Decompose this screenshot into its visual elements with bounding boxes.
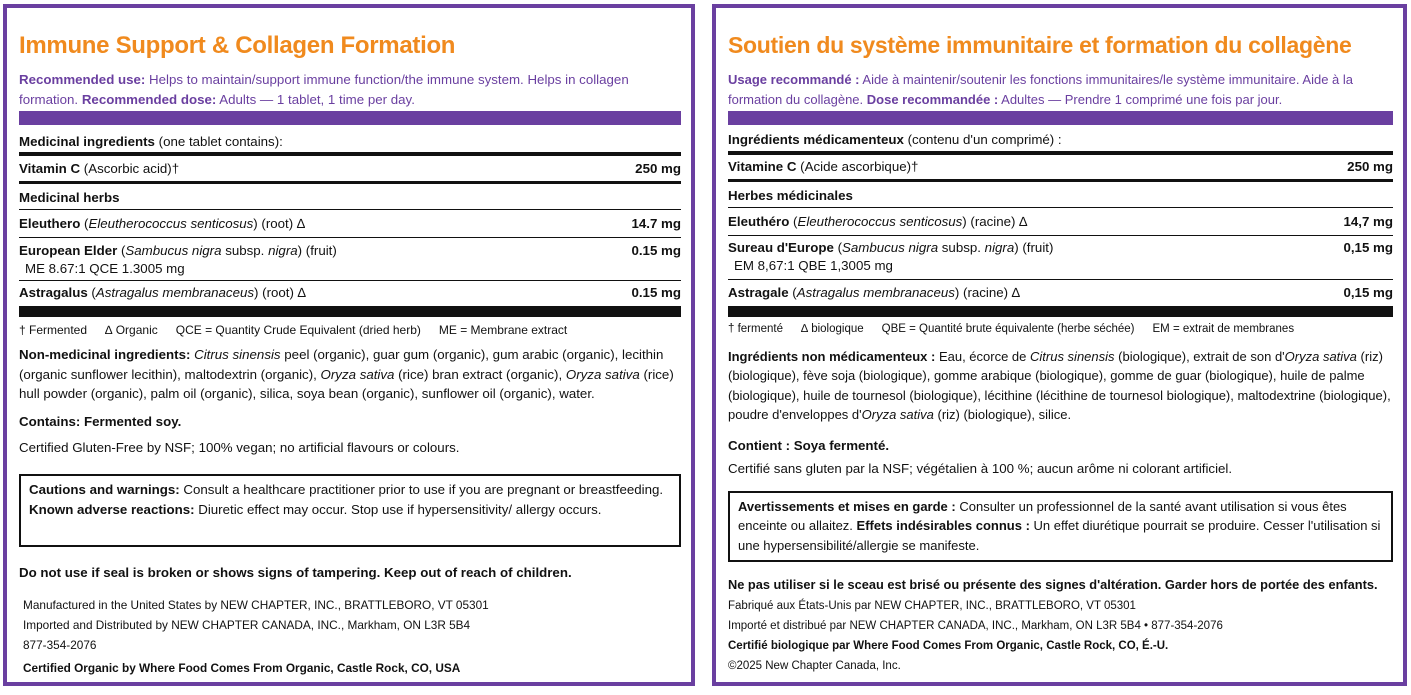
- med-ing-note: (contenu d'un comprimé) :: [903, 132, 1062, 147]
- herbs-label: Herbes médicinales: [728, 188, 853, 203]
- ingredient-name: Vitamin C: [19, 161, 81, 176]
- ingredient-row: [19, 160, 681, 178]
- divider: [19, 280, 681, 281]
- non-medicinal-text: Eau, écorce de: [935, 349, 1030, 364]
- ingredient-part: ) (root) ∆: [253, 216, 306, 231]
- legend-qbe: QBE = Quantité brute équivalente (herbe séchée): [881, 323, 1135, 335]
- latin-name: Eleutherococcus senticosus: [797, 214, 963, 229]
- ingredient-row: Sureau d'Europe (Sambucus nigra subsp. nigra) (fruit) 0,15 mg EM 8,67:1 QBE 1,3005 mg: [728, 240, 1393, 273]
- non-medicinal-text: (riz) (biologique), fève soja (biologique), gomme arabique (biologique), gomme de guar (biologique), huile de palme (biologique), huile de tournesol (biologique), lécithine (lécithine de tournesol biologique), maltodextrine (biologique), poudre d'enveloppes d': [728, 349, 1391, 422]
- divider: [19, 209, 681, 210]
- organic-certification: Certifié biologique par Where Food Comes From Organic, Castle Rock, CO, É.-U.: [728, 640, 1169, 652]
- divider-bar: [728, 306, 1393, 317]
- latin-name: nigra: [268, 243, 298, 258]
- ingredient-extract-ratio: ME 8.67:1 QCE 1.3005 mg: [25, 261, 185, 276]
- non-medicinal-label: Non-medicinal ingredients:: [19, 347, 191, 362]
- ingredient-row: Eleuthero (Eleutherococcus senticosus) (root) ∆ 14.7 mg: [19, 216, 681, 231]
- product-title: Soutien du système immunitaire et formation du collagène: [728, 32, 1352, 58]
- latin-name: nigra: [984, 240, 1015, 255]
- ingredient-part: ) (fruit): [1014, 240, 1054, 255]
- non-medicinal-text: (rice) bran extract (organic),: [394, 366, 566, 382]
- non-medicinal-ingredients: [19, 345, 681, 404]
- certification-statement: Certified Gluten-Free by NSF; 100% vegan; no artificial flavours or colours.: [19, 440, 460, 455]
- ingredient-amount: 0,15 mg: [1343, 285, 1393, 300]
- adverse-label: Known adverse reactions:: [29, 501, 195, 517]
- med-ing-note: (one tablet contains):: [154, 134, 283, 149]
- mfg-line: Manufactured in the United States by NEW CHAPTER, INC., BRATTLEBORO, VT 05301: [23, 598, 489, 612]
- non-medicinal-ingredients: [728, 347, 1393, 424]
- ingredient-name: Vitamine C: [728, 159, 797, 174]
- non-medicinal-text: (biologique), extrait de son d': [1114, 349, 1285, 364]
- contains-statement: Contains: Fermented soy.: [19, 414, 182, 429]
- non-medicinal-label: Ingrédients non médicamenteux :: [728, 349, 936, 364]
- certification-statement: Certifié sans gluten par la NSF; végétalien à 100 %; aucun arôme ni colorant artificiel.: [728, 461, 1233, 476]
- ingredient-amount: 0.15 mg: [631, 285, 681, 300]
- latin-name: Sambucus nigra: [125, 243, 222, 258]
- ingredient-amount: 250 mg: [1347, 159, 1393, 174]
- divider: [728, 207, 1393, 208]
- non-medicinal-text: peel (organic), guar gum (organic), gum arabic (organic), lecithin (organic sunflower lecithin), maltodextrin (organic),: [19, 347, 664, 382]
- divider: [728, 235, 1393, 236]
- seal-warning: Do not use if seal is broken or shows signs of tampering. Keep out of reach of children.: [19, 565, 572, 580]
- cautions-label: Cautions and warnings:: [29, 482, 180, 497]
- legend-em: EM = extrait de membranes: [1152, 323, 1295, 335]
- recommended-dose-text: Adultes — Prendre 1 comprimé une fois par jour.: [998, 92, 1283, 107]
- product-title: Immune Support & Collagen Formation: [19, 32, 456, 59]
- recommended-use: [728, 70, 1393, 110]
- ingredient-part: ) (racine) ∆: [962, 214, 1028, 229]
- legend: [728, 323, 1393, 335]
- latin-name: Citrus sinensis: [1030, 349, 1115, 364]
- divider-bar: [19, 111, 681, 125]
- ingredient-amount: 250 mg: [635, 161, 681, 176]
- latin-name: Oryza sativa: [565, 366, 640, 382]
- ingredient-name: Astragalus: [19, 285, 88, 300]
- cautions-box: [728, 491, 1393, 562]
- med-ing-label: Ingrédients médicamenteux: [728, 132, 904, 147]
- cautions-text: Consult a healthcare practitioner prior to use if you are pregnant or breastfeeding.: [179, 482, 664, 497]
- mfg-line: Importé et distribué par NEW CHAPTER CANADA, INC., Markham, ON L3R 5B4 • 877-354-2076: [728, 620, 1223, 632]
- latin-name: Eleutherococcus senticosus: [88, 216, 254, 231]
- legend-organic: ∆ biologique: [800, 323, 864, 335]
- divider: [19, 237, 681, 238]
- legend-fermented: † fermenté: [728, 323, 783, 335]
- med-ing-label: Medicinal ingredients: [19, 134, 155, 149]
- copyright: ©2025 New Chapter Canada, Inc.: [728, 660, 901, 672]
- recommended-dose-label: Dose recommandée :: [866, 92, 999, 107]
- adverse-text: Diuretic effect may occur. Stop use if hypersensitivity/ allergy occurs.: [194, 501, 602, 517]
- cautions-box: [19, 474, 681, 547]
- ingredient-source: (Acide ascorbique)†: [796, 159, 919, 174]
- non-medicinal-text: (riz) (biologique), silice.: [933, 406, 1072, 422]
- subsp-text: subsp.: [938, 240, 985, 255]
- cautions-label: Avertissements et mises en garde :: [738, 499, 956, 514]
- latin-name: Astragalus membranaceus: [796, 285, 955, 300]
- ingredient-row: [728, 158, 1393, 176]
- latin-name: Astragalus membranaceus: [95, 285, 255, 300]
- divider: [728, 151, 1393, 155]
- non-medicinal-text: (rice) hull powder (organic), palm oil (organic), silica, soya bean (organic), sunflower oil (organic), water.: [19, 366, 674, 401]
- recommended-use: [19, 70, 681, 110]
- legend-qce: QCE = Quantity Crude Equivalent (dried herb): [175, 323, 421, 337]
- medicinal-ingredients-header: [19, 133, 681, 151]
- latin-name: Oryza sativa: [1284, 349, 1357, 364]
- recommended-dose-label: Recommended dose:: [81, 92, 217, 107]
- latin-name: Sambucus nigra: [842, 240, 939, 255]
- legend: [19, 323, 681, 337]
- ingredient-name: Eleuthero: [19, 216, 81, 231]
- ingredient-name: Astragale: [728, 285, 789, 300]
- legend-fermented: † Fermented: [19, 323, 88, 337]
- ingredient-name: Sureau d'Europe: [728, 240, 834, 255]
- seal-warning: Ne pas utiliser si le sceau est brisé ou présente des signes d'altération. Garder hors de portée des enfants.: [728, 577, 1378, 592]
- cautions-text: Consulter un professionnel de la santé avant utilisation si vous êtes enceinte ou allaitez.: [738, 499, 1347, 534]
- ingredient-name: European Elder: [19, 243, 118, 258]
- recommended-use-text: Helps to maintain/support immune function/the immune system. Helps in collagen formation.: [19, 72, 629, 107]
- divider-bar: [19, 306, 681, 317]
- herbs-header: [19, 189, 681, 207]
- latin-name: Citrus sinensis: [194, 347, 281, 362]
- ingredient-part: ) (racine) ∆: [954, 285, 1020, 300]
- divider: [728, 279, 1393, 280]
- legend-organic: ∆ Organic: [105, 323, 158, 337]
- adverse-text: Un effet diurétique pourrait se produire. Cesser l'utilisation si une hypersensibilité/allergie se manifeste.: [738, 518, 1381, 553]
- recommended-dose-text: Adults — 1 tablet, 1 time per day.: [216, 92, 415, 107]
- ingredient-row: European Elder (Sambucus nigra subsp. nigra) (fruit) 0.15 mg ME 8.67:1 QCE 1.3005 mg: [19, 243, 681, 276]
- manufacturer-info: [728, 596, 1393, 676]
- ingredient-part: ) (fruit): [297, 243, 337, 258]
- english-label-panel: [3, 4, 695, 686]
- french-label-panel: [712, 4, 1407, 686]
- recommended-use-label: Usage recommandé :: [728, 72, 860, 87]
- ingredient-name: Eleuthéro: [728, 214, 790, 229]
- ingredient-amount: 14.7 mg: [631, 216, 681, 231]
- divider-bar: [728, 111, 1393, 125]
- mfg-line: 877-354-2076: [23, 638, 97, 652]
- recommended-use-text: Aide à maintenir/soutenir les fonctions immunitaires/le système immunitaire. Aide à la formation du collagène.: [728, 72, 1353, 107]
- mfg-line: Imported and Distributed by NEW CHAPTER CANADA, INC., Markham, ON L3R 5B4: [23, 618, 471, 632]
- ingredient-amount: 0.15 mg: [631, 243, 681, 258]
- divider: [19, 152, 681, 156]
- manufacturer-info: [19, 595, 681, 678]
- medicinal-ingredients-header: [728, 131, 1393, 149]
- organic-certification: Certified Organic by Where Food Comes From Organic, Castle Rock, CO, USA: [23, 661, 461, 675]
- ingredient-row: Astragale (Astragalus membranaceus) (racine) ∆ 0,15 mg: [728, 285, 1393, 300]
- latin-name: Oryza sativa: [861, 406, 934, 422]
- herbs-header: [728, 187, 1393, 205]
- ingredient-row: Eleuthéro (Eleutherococcus senticosus) (racine) ∆ 14,7 mg: [728, 214, 1393, 229]
- adverse-label: Effets indésirables connus :: [856, 518, 1030, 534]
- divider: [19, 181, 681, 184]
- recommended-use-label: Recommended use:: [19, 72, 146, 87]
- contains-statement: Contient : Soya fermenté.: [728, 438, 890, 453]
- legend-me: ME = Membrane extract: [438, 323, 568, 337]
- ingredient-source: (Ascorbic acid)†: [80, 161, 180, 176]
- latin-name: Oryza sativa: [320, 366, 395, 382]
- ingredient-part: ) (root) ∆: [254, 285, 306, 300]
- ingredient-row: Astragalus (Astragalus membranaceus) (root) ∆ 0.15 mg: [19, 285, 681, 300]
- subsp-text: subsp.: [221, 243, 269, 258]
- herbs-label: Medicinal herbs: [19, 190, 120, 205]
- ingredient-extract-ratio: EM 8,67:1 QBE 1,3005 mg: [734, 258, 893, 273]
- ingredient-amount: 14,7 mg: [1343, 214, 1393, 229]
- ingredient-amount: 0,15 mg: [1343, 240, 1393, 255]
- mfg-line: Fabriqué aux États-Unis par NEW CHAPTER, INC., BRATTLEBORO, VT 05301: [728, 600, 1136, 612]
- divider: [728, 179, 1393, 182]
